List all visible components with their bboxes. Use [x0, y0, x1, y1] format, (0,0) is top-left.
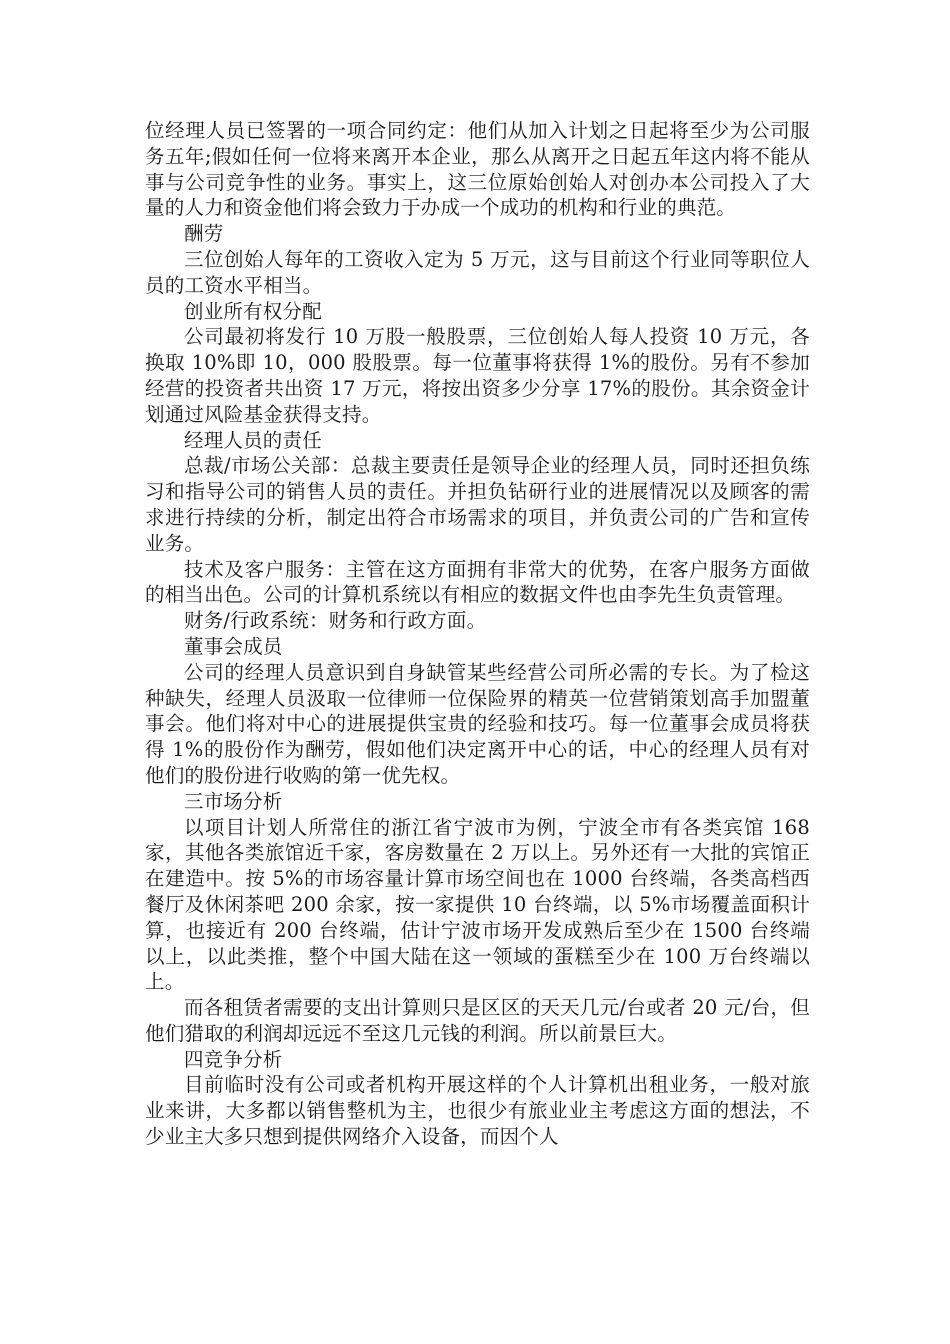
heading-competition-analysis: 四竞争分析	[184, 1047, 283, 1071]
paragraph-compensation: 三位创始人每年的工资收入定为 5 万元，这与目前这个行业同等职位人员的工资水平相当。	[145, 247, 810, 297]
paragraph-finance-admin: 财务/行政系统：财务和行政方面。	[184, 609, 487, 633]
paragraph-contract-terms: 位经理人员已签署的一项合同约定：他们从加入计划之日起将至少为公司服务五年;假如任何一位将来离开本企业，那么从离开之日起五年这内将不能从事与公司竞争性的业务。事实上，这三位原始创始人对创办本公司投入了大量的人力和资金他们将会致力于办成一个成功的机构和行业的典范。	[145, 119, 810, 220]
heading-ownership: 创业所有权分配	[184, 299, 322, 323]
heading-market-analysis: 三市场分析	[184, 789, 283, 813]
paragraph-tech-service: 技术及客户服务：主管在这方面拥有非常大的优势，在客户服务方面做的相当出色。公司的计算机系统以有相应的数据文件也由李先生负责管理。	[145, 557, 810, 607]
paragraph-ownership: 公司最初将发行 10 万股一般股票，三位创始人每人投资 10 万元，各换取 10%即 10，000 股股票。每一位董事将获得 1%的股份。另有不参加经营的投资者共出资 17 万元，将按出资多少分享 17%的股份。其余资金计划通过风险基金获得支持。	[145, 325, 810, 426]
paragraph-president-duties: 总裁/市场公关部：总裁主要责任是领导企业的经理人员，同时还担负练习和指导公司的销售人员的责任。并担负钻研行业的进展情况以及顾客的需求进行持续的分析，制定出符合市场需求的项目，并负责公司的广告和宣传业务。	[145, 454, 810, 555]
document-page	[145, 118, 810, 1150]
heading-compensation: 酬劳	[184, 222, 224, 246]
heading-manager-duties: 经理人员的责任	[184, 428, 322, 452]
paragraph-competition-analysis: 目前临时没有公司或者机构开展这样的个人计算机出租业务，一般对旅业来讲，大多都以销售整机为主，也很少有旅业业主考虑这方面的想法，不少业主大多只想到提供网络介入设备，而因个人	[145, 1073, 810, 1149]
paragraph-market-outlook: 而各租赁者需要的支出计算则只是区区的天天几元/台或者 20 元/台，但他们猎取的利润却远远不至这几元钱的利润。所以前景巨大。	[145, 996, 810, 1045]
paragraph-market-analysis: 以项目计划人所常住的浙江省宁波市为例，宁波全市有各类宾馆 168 家，其他各类旅馆近千家，客房数量在 2 万以上。另外还有一大批的宾馆正在建造中。按 5%的市场容量计算市场空间也在 1000 台终端，各类高档西餐厅及休闲茶吧 200 余家，按一家提供 10 台终端，以 5%市场覆盖面积计算，也接近有 200 台终端，估计宁波市场开发成熟后至少在 1500 台终端以上，以此类推，整个中国大陆在这一领域的蛋糕至少在 100 万台终端以上。	[145, 815, 810, 994]
heading-board-members: 董事会成员	[184, 634, 283, 658]
paragraph-board-members: 公司的经理人员意识到自身缺管某些经营公司所必需的专长。为了检这种缺失，经理人员汲取一位律师一位保险界的精英一位营销策划高手加盟董事会。他们将对中心的进展提供宝贵的经验和技巧。每一位董事会成员将获得 1%的股份作为酬劳，假如他们决定离开中心的话，中心的经理人员有对他们的股份进行收购的第一优先权。	[145, 660, 810, 787]
